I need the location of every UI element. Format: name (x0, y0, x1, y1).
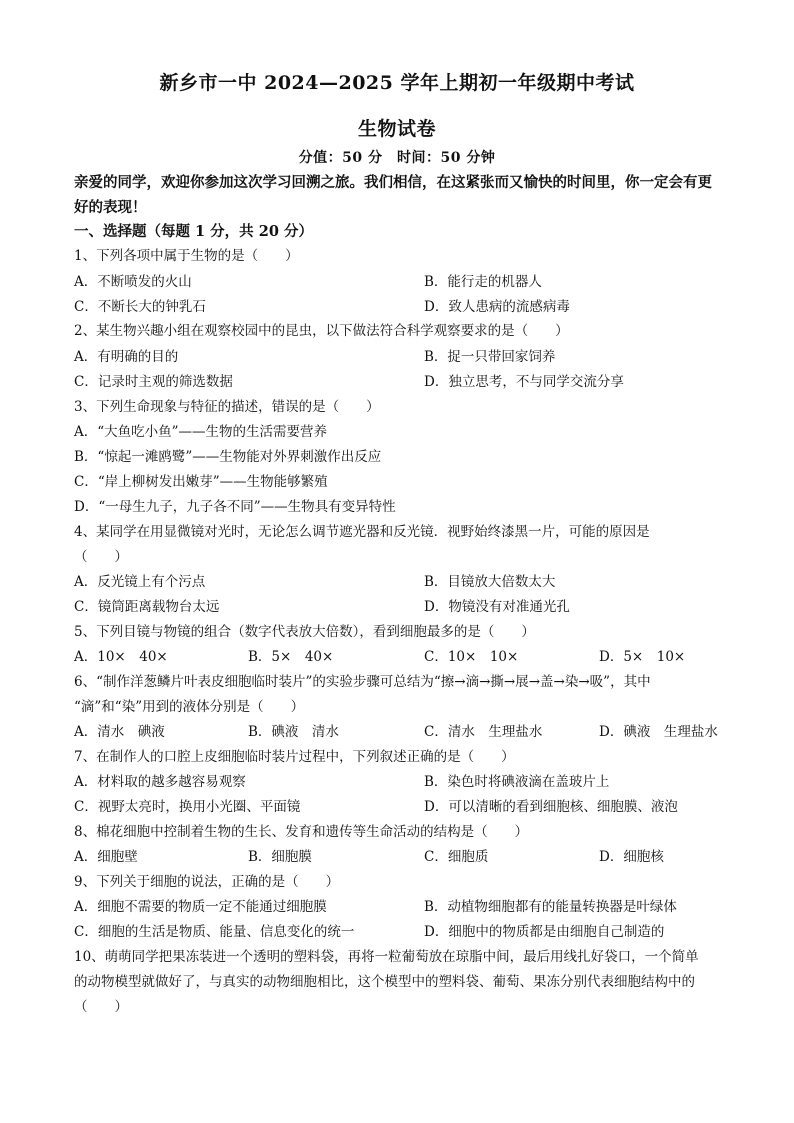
option: D．“一母生九子，九子各不同”——生物具有变异特性 (74, 499, 396, 515)
option: C．记录时主观的筛选数据 (74, 374, 233, 390)
option: A．细胞壁 (74, 849, 138, 865)
question-stem: 5、下列目镜与物镜的组合（数字代表放大倍数），看到细胞最多的是（ ） (74, 624, 535, 640)
option-row (74, 770, 724, 795)
option-row (74, 370, 724, 395)
option: C．细胞的生活是物质、能量、信息变化的统一 (74, 924, 355, 940)
option: A．细胞不需要的物质一定不能通过细胞膜 (74, 899, 327, 915)
question-stem: 9、下列关于细胞的说法，正确的是（ ） (74, 874, 340, 890)
option: D．碘液 生理盐水 (599, 724, 718, 740)
question-stem: 1、下列各项中属于生物的是（ ） (74, 248, 299, 264)
option: B．5× 40× (248, 649, 334, 665)
option: B．能行走的机器人 (424, 274, 542, 290)
option: C．镜筒距离载物台太远 (74, 599, 220, 615)
question-stem: 3、下列生命现象与特征的描述，错误的是（ ） (74, 399, 380, 415)
option: A．不断喷发的火山 (74, 274, 192, 290)
option: D．细胞中的物质都是由细胞自己制造的 (424, 924, 665, 940)
exam-title: 新乡市一中 2024—2025 学年上期初一年级期中考试 (159, 72, 635, 94)
question-stem: 8、棉花细胞中控制着生物的生长、发育和遗传等生命活动的结构是（ ） (74, 824, 529, 840)
question-stem: 4、某同学在用显微镜对光时，无论怎么调节遮光器和反光镜．视野始终漆黑一片，可能的原因是 (74, 524, 650, 540)
option: C．不断长大的钟乳石 (74, 299, 206, 315)
option-row (74, 720, 724, 745)
option: A．“大鱼吃小鱼”——生物的生活需要营养 (74, 424, 328, 440)
option: D．细胞核 (599, 849, 664, 865)
option-row (74, 345, 724, 370)
option-row (74, 920, 724, 945)
question-stem-cont: （ ） (74, 549, 128, 565)
option: B．细胞膜 (248, 849, 312, 865)
question-stem-cont: “滴”和“染”用到的液体分别是（ ） (74, 699, 305, 715)
option: C．视野太亮时，换用小光圈、平面镜 (74, 799, 301, 815)
option-row (74, 645, 724, 670)
option: B．染色时将碘液滴在盖玻片上 (424, 774, 610, 790)
option: B．动植物细胞都有的能量转换器是叶绿体 (424, 899, 677, 915)
option: B．目镜放大倍数太大 (424, 574, 556, 590)
option: A．清水 碘液 (74, 724, 165, 740)
option: A．10× 40× (74, 649, 168, 665)
option-row (74, 570, 724, 595)
option-row (74, 895, 724, 920)
subject-title: 生物试卷 (357, 118, 436, 140)
question-stem: 2、某生物兴趣小组在观察校园中的昆虫，以下做法符合科学观察要求的是（ ） (74, 323, 569, 339)
option: A．材料取的越多越容易观察 (74, 774, 246, 790)
option: D．5× 10× (599, 649, 686, 665)
option: C．10× 10× (424, 649, 519, 665)
score-time: 分值：50 分 时间：50 分钟 (298, 150, 496, 166)
option: D．致人患病的流感病毒 (424, 299, 570, 315)
option: B．碘液 清水 (248, 724, 339, 740)
option: D．独立思考，不与同学交流分享 (424, 374, 624, 390)
option: A．反光镜上有个污点 (74, 574, 206, 590)
option: B．捉一只带回家饲养 (424, 349, 556, 365)
option-row (74, 795, 724, 820)
option: C．“岸上柳树发出嫩芽”——生物能够繁殖 (74, 474, 328, 490)
section-heading: 一、选择题（每题 1 分，共 20 分） (74, 223, 313, 240)
question-stem: 6、“制作洋葱鳞片叶表皮细胞临时装片”的实验步骤可总结为“擦→滴→撕→展→盖→染→吸”，其中 (74, 674, 651, 690)
option: A．有明确的目的 (74, 349, 179, 365)
option: C．清水 生理盐水 (424, 724, 543, 740)
option-row (74, 295, 724, 320)
option-row (74, 595, 724, 620)
option-row (74, 845, 724, 870)
intro-text: 亲爱的同学，欢迎你参加这次学习回溯之旅。我们相信，在这紧张而又愉快的时间里，你一定会有更好的表现！ (74, 174, 712, 216)
option: B．“惊起一滩鸥鹭”——生物能对外界刺激作出反应 (74, 449, 382, 465)
option: D．物镜没有对准通光孔 (424, 599, 570, 615)
question-stem: 10、萌萌同学把果冻装进一个透明的塑料袋，再将一粒葡萄放在琼脂中间，最后用线扎好袋口，一个简单 (74, 949, 699, 965)
option: D．可以清晰的看到细胞核、细胞膜、液泡 (424, 799, 678, 815)
question-stem-cont: 的动物模型就做好了，与真实的动物细胞相比，这个模型中的塑料袋、葡萄、果冻分别代表细胞结构中的 (74, 974, 695, 990)
question-stem-cont: （ ） (74, 999, 128, 1015)
option-row (74, 270, 724, 295)
question-stem: 7、在制作人的口腔上皮细胞临时装片过程中，下列叙述正确的是（ ） (74, 749, 515, 765)
option: C．细胞质 (424, 849, 489, 865)
